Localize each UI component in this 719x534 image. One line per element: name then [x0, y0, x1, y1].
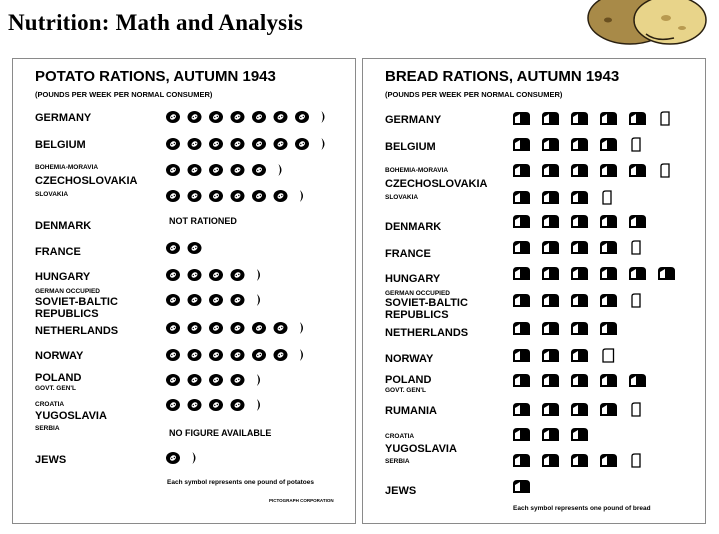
potato-symbol — [188, 190, 202, 202]
potato-symbol — [252, 111, 266, 123]
row-label: POLAND — [35, 372, 82, 384]
row-label: REPUBLICS — [35, 308, 99, 320]
row-label: CROATIA — [35, 401, 65, 408]
bread-symbol — [571, 112, 588, 125]
potato-symbol — [209, 269, 223, 281]
potato-symbol — [252, 322, 266, 334]
potato-symbol — [231, 269, 245, 281]
bread-symbol — [571, 267, 588, 280]
bread-symbol — [629, 164, 646, 177]
bread-symbol — [542, 403, 559, 416]
potato-symbol — [257, 399, 260, 411]
bread-symbol — [513, 267, 530, 280]
row-label: SLOVAKIA — [35, 191, 69, 198]
bread-symbol — [571, 374, 588, 387]
potato-symbol — [322, 111, 325, 123]
potato-symbol — [188, 242, 202, 254]
row-label: POLAND — [385, 374, 432, 386]
bread-symbol — [661, 164, 669, 177]
row-label: SOVIET-BALTIC — [35, 296, 118, 308]
potato-symbol — [166, 349, 180, 361]
bread-symbol — [571, 241, 588, 254]
bread-symbol — [603, 191, 611, 204]
potato-symbol — [274, 322, 288, 334]
bread-symbol — [513, 191, 530, 204]
potato-symbol — [252, 349, 266, 361]
row-label: SERBIA — [35, 425, 60, 432]
bread-symbols — [363, 59, 705, 523]
potato-symbol — [209, 111, 223, 123]
row-label: NORWAY — [35, 350, 84, 362]
potato-symbol — [193, 452, 196, 464]
bread-symbol — [513, 138, 530, 151]
bread-symbol — [513, 349, 530, 362]
row-label: CZECHOSLOVAKIA — [385, 178, 488, 190]
bread-symbol — [513, 164, 530, 177]
bread-symbol — [600, 241, 617, 254]
bread-symbol — [571, 164, 588, 177]
row-label: YUGOSLAVIA — [385, 443, 457, 455]
bread-symbol — [542, 267, 559, 280]
bread-symbol — [661, 112, 669, 125]
potato-symbol — [257, 374, 260, 386]
bread-symbol — [600, 454, 617, 467]
row-label: JEWS — [385, 485, 417, 497]
bread-symbol — [632, 241, 640, 254]
chart-title: POTATO RATIONS, AUTUMN 1943 — [35, 68, 276, 85]
row-label: NETHERLANDS — [35, 325, 119, 337]
bread-symbol — [542, 241, 559, 254]
bread-symbol — [600, 267, 617, 280]
bread-symbol — [513, 241, 530, 254]
row-label: REPUBLICS — [385, 309, 449, 321]
potato-symbol — [252, 138, 266, 150]
bread-symbol — [513, 322, 530, 335]
potato-symbol — [257, 294, 260, 306]
potato-symbol — [231, 374, 245, 386]
bread-symbol — [600, 164, 617, 177]
potato-symbol — [188, 111, 202, 123]
potato-symbol — [300, 349, 303, 361]
potato-symbol — [166, 294, 180, 306]
potato-symbol — [274, 190, 288, 202]
potato-symbol — [300, 190, 303, 202]
bread-symbol — [542, 138, 559, 151]
row-label: JEWS — [35, 454, 67, 466]
no-figure-note: NO FIGURE AVAILABLE — [169, 428, 272, 438]
potato-symbol — [166, 399, 180, 411]
bread-symbol — [632, 138, 640, 151]
potato-symbol — [166, 269, 180, 281]
bread-symbol — [542, 215, 559, 228]
unit-note: Each symbol represents one pound of bread — [513, 505, 651, 512]
potato-rations-chart — [12, 58, 356, 524]
row-label: SERBIA — [385, 458, 410, 465]
potato-symbol — [166, 452, 180, 464]
bread-symbol — [600, 403, 617, 416]
bread-symbol — [571, 454, 588, 467]
bread-symbol — [603, 349, 614, 362]
potato-symbol — [188, 269, 202, 281]
potato-symbol — [166, 138, 180, 150]
potato-symbol — [209, 349, 223, 361]
potato-symbol — [209, 190, 223, 202]
slide-title: Nutrition: Math and Analysis — [8, 10, 304, 35]
potato-symbol — [188, 138, 202, 150]
potato-symbol — [231, 164, 245, 176]
potato-symbol — [257, 269, 260, 281]
bread-symbol — [571, 322, 588, 335]
bread-symbol — [600, 215, 617, 228]
row-label: HUNGARY — [385, 273, 441, 285]
row-label: HUNGARY — [35, 271, 91, 283]
row-label: NETHERLANDS — [385, 327, 469, 339]
row-label: GERMANY — [385, 114, 442, 126]
not-rationed-note: NOT RATIONED — [169, 216, 237, 226]
potato-symbol — [231, 294, 245, 306]
bread-symbol — [571, 403, 588, 416]
bread-symbol — [542, 164, 559, 177]
row-label: CZECHOSLOVAKIA — [35, 175, 138, 187]
potato-symbol — [188, 294, 202, 306]
potato-symbol — [274, 111, 288, 123]
bread-symbol — [571, 191, 588, 204]
potato-symbol — [209, 294, 223, 306]
bread-symbol — [600, 294, 617, 307]
bread-symbol — [600, 374, 617, 387]
row-label: RUMANIA — [385, 405, 437, 417]
row-label: CROATIA — [385, 433, 415, 440]
potato-symbol — [322, 138, 325, 150]
bread-symbol — [513, 374, 530, 387]
potato-symbol — [166, 374, 180, 386]
row-label: SLOVAKIA — [385, 194, 419, 201]
potato-symbol — [209, 138, 223, 150]
bread-symbol — [629, 112, 646, 125]
bread-symbol — [513, 403, 530, 416]
bread-symbol — [513, 112, 530, 125]
bread-symbol — [571, 349, 588, 362]
bread-symbol — [513, 454, 530, 467]
bread-symbol — [513, 294, 530, 307]
potato-symbol — [252, 164, 266, 176]
row-label: GOVT. GEN'L — [385, 387, 426, 394]
row-label: BOHEMIA-MORAVIA — [385, 167, 449, 174]
potato-illustration — [578, 0, 718, 52]
row-label: YUGOSLAVIA — [35, 410, 107, 422]
bread-symbol — [542, 349, 559, 362]
row-label: GERMAN OCCUPIED — [385, 290, 451, 297]
bread-symbol — [542, 294, 559, 307]
bread-symbol — [629, 267, 646, 280]
chart-subtitle: (POUNDS PER WEEK PER NORMAL CONSUMER) — [385, 90, 563, 99]
bread-symbol — [571, 138, 588, 151]
potato-symbol — [209, 374, 223, 386]
potato-symbol — [209, 164, 223, 176]
bread-symbol — [632, 294, 640, 307]
potato-symbol — [166, 164, 180, 176]
potato-symbol — [274, 138, 288, 150]
potato-symbol — [231, 322, 245, 334]
bread-symbol — [600, 138, 617, 151]
chart-title: BREAD RATIONS, AUTUMN 1943 — [385, 68, 620, 85]
potato-symbol — [279, 164, 282, 176]
bread-symbol — [513, 428, 530, 441]
potato-symbol — [300, 322, 303, 334]
bread-symbol — [542, 112, 559, 125]
bread-symbol — [632, 403, 640, 416]
bread-symbol — [571, 215, 588, 228]
bread-symbol — [629, 215, 646, 228]
row-label: SOVIET-BALTIC — [385, 297, 468, 309]
row-label: NORWAY — [385, 353, 434, 365]
row-label: BELGIUM — [385, 141, 436, 153]
potato-symbol — [295, 111, 309, 123]
potato-symbol — [231, 138, 245, 150]
potato-symbol — [166, 190, 180, 202]
potato-symbol — [231, 399, 245, 411]
bread-symbol — [632, 454, 640, 467]
potato-symbol — [166, 111, 180, 123]
potato-symbol — [231, 111, 245, 123]
bread-symbol — [571, 294, 588, 307]
row-label: DENMARK — [35, 220, 92, 232]
bread-symbol — [542, 322, 559, 335]
potato-symbol — [188, 374, 202, 386]
row-label: FRANCE — [385, 248, 431, 260]
potato-symbol — [166, 242, 180, 254]
bread-symbol — [513, 480, 530, 493]
chart-subtitle: (POUNDS PER WEEK PER NORMAL CONSUMER) — [35, 90, 213, 99]
potato-symbol — [252, 190, 266, 202]
bread-symbol — [571, 428, 588, 441]
row-label: FRANCE — [35, 246, 81, 258]
potato-symbol — [188, 164, 202, 176]
row-label: BELGIUM — [35, 139, 86, 151]
bread-symbol — [658, 267, 675, 280]
potato-symbol — [188, 399, 202, 411]
credit: PICTOGRAPH CORPORATION — [269, 498, 334, 503]
potato-symbol — [231, 190, 245, 202]
potato-symbol — [209, 322, 223, 334]
bread-symbol — [542, 374, 559, 387]
potato-symbol — [188, 349, 202, 361]
bread-symbol — [542, 454, 559, 467]
potato-symbols — [13, 59, 355, 523]
bread-symbol — [542, 428, 559, 441]
bread-rations-chart — [362, 58, 706, 524]
potato-symbol — [295, 138, 309, 150]
potato-symbol — [166, 322, 180, 334]
potato-symbol — [274, 349, 288, 361]
potato-symbol — [209, 399, 223, 411]
potato-symbol — [188, 322, 202, 334]
bread-symbol — [542, 191, 559, 204]
bread-symbol — [629, 374, 646, 387]
potato-symbol — [231, 349, 245, 361]
bread-symbol — [513, 215, 530, 228]
row-label: DENMARK — [385, 221, 442, 233]
bread-symbol — [600, 322, 617, 335]
row-label: GERMANY — [35, 112, 92, 124]
bread-symbol — [600, 112, 617, 125]
row-label: GERMAN OCCUPIED — [35, 288, 101, 295]
row-label: BOHEMIA-MORAVIA — [35, 164, 99, 171]
row-label: GOVT. GEN'L — [35, 385, 76, 392]
unit-note: Each symbol represents one pound of potatoes — [167, 479, 314, 486]
